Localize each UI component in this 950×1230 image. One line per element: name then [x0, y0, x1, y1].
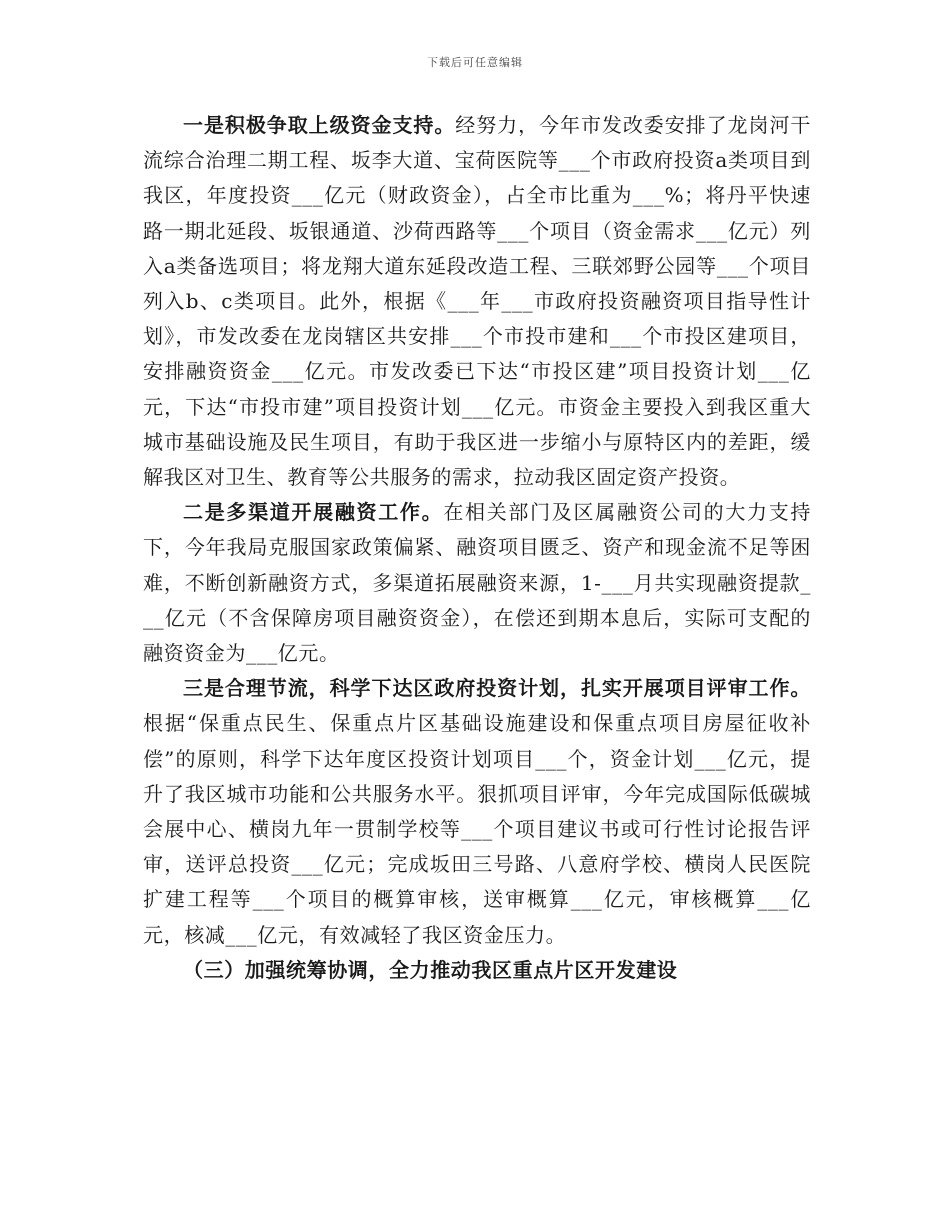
paragraph-investment-plan [143, 671, 811, 953]
section-heading: （三）加强统筹协调，全力推动我区重点片区开发建设 [183, 957, 678, 982]
document-body [143, 108, 811, 988]
paragraph-lead: 三是合理节流，科学下达区政府投资计划，扎实开展项目评审工作。 [183, 676, 811, 701]
paragraph-text: 根据“保重点民生、保重点片区基础设施建设和保重点项目房屋征收补偿”的原则，科学下达年度区投资计划项目___个，资金计划___亿元，提升了我区城市功能和公共服务水平。狠抓项目评审，今年完成国际低碳城会展中心、横岗九年一贯制学校等___个项目建议书或可行性讨论报告评审，送评总投资___亿元；完成坂田三号路、八意府学校、横岗人民医院扩建工程等___个项目的概算审核，送审概算___亿元，审核概算___亿元，核减___亿元，有效减轻了我区资金压力。 [143, 711, 811, 947]
paragraph-lead: 一是积极争取上级资金支持。 [183, 113, 456, 137]
paragraph-text: 经努力，今年市发改委安排了龙岗河干流综合治理二期工程、坂李大道、宝荷医院等___个市政府投资a类项目到我区，年度投资___亿元（财政资金），占全市比重为___%；将丹平快速路一期北延段、坂银通道、沙荷西路等___个项目（资金需求___亿元）列入a类备选项目；将龙翔大道东延段改造工程、三联郊野公园等___个项目列入b、c类项目。此外，根据《___年___市政府投资融资项目指导性计划》，市发改委在龙岗辖区共安排___个市投市建和___个市投区建项目，安排融资资金___亿元。市发改委已下达“市投区建”项目投资计划___亿元，下达“市投市建”项目投资计划___亿元。市资金主要投入到我区重大城市基础设施及民生项目，有助于我区进一步缩小与原特区内的差距，缓解我区对卫生、教育等公共服务的需求，拉动我区固定资产投资。 [143, 113, 811, 490]
page-header: 下载后可任意编辑 [427, 56, 523, 69]
paragraph-financing-work [143, 495, 811, 671]
paragraph-text: 在相关部门及区属融资公司的大力支持下，今年我局克服国家政策偏紧、融资项目匮乏、资产和现金流不足等困难，不断创新融资方式，多渠道拓展融资来源，1-___月共实现融资提款___亿元（不含保障房项目融资资金），在偿还到期本息后，实际可支配的融资资金为___亿元。 [143, 500, 811, 666]
paragraph-funding-support [143, 108, 811, 495]
paragraph-lead: 二是多渠道开展融资工作。 [183, 500, 444, 525]
